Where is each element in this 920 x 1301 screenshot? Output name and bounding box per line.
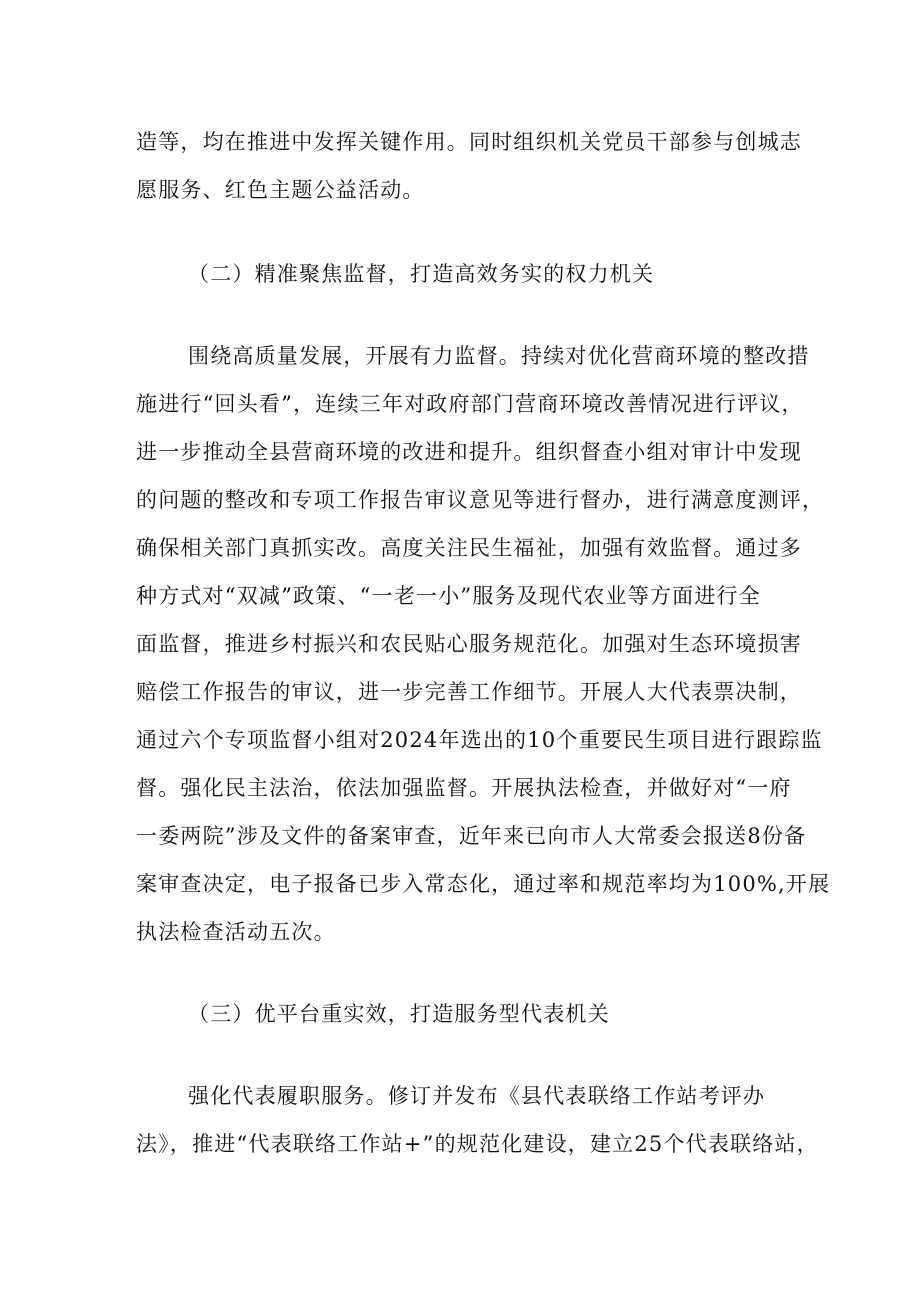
paragraph-3-line-1: 强化代表履职服务。修订并发布《县代表联络工作站考评办 [188,1084,766,1108]
paragraph-2-line-6: 种方式对“双减”政策、“一老一小”服务及现代农业等方面进行全 [136,584,761,608]
paragraph-2-line-9: 通过六个专项监督小组对2024年选出的10个重要民生项目进行跟踪监 [136,728,823,752]
paragraph-2-line-11: 一委两院”涉及文件的备案审查，近年来已向市人大常委会报送8份备 [136,824,807,848]
section-heading-2: （二）精准聚焦监督，打造高效务实的权力机关 [188,262,655,286]
paragraph-3-line-2: 法》，推进“代表联络工作站+”的规范化建设，建立25个代表联络站， [136,1132,819,1156]
paragraph-2-line-13: 执法检查活动五次。 [136,920,336,944]
paragraph-2-line-2: 施进行“回头看”，连续三年对政府部门营商环境改善情况进行评议， [136,392,804,416]
paragraph-2-line-7: 面监督，推进乡村振兴和农民贴心服务规范化。加强对生态环境损害 [136,632,802,656]
paragraph-2-line-8: 赔偿工作报告的审议，进一步完善工作细节。开展人大代表票决制， [136,680,802,704]
paragraph-2-line-1: 围绕高质量发展，开展有力监督。持续对优化营商环境的整改措 [188,344,810,368]
paragraph-1-line-2: 愿服务、红色主题公益活动。 [136,178,425,202]
paragraph-2-line-12: 案审查决定，电子报备已步入常态化，通过率和规范率均为100%,开展 [136,872,831,896]
paragraph-2-line-3: 进一步推动全县营商环境的改进和提升。组织督查小组对审计中发现 [136,440,802,464]
paragraph-2-line-10: 督。强化民主法治，依法加强监督。开展执法检查，并做好对“一府 [136,776,792,800]
paragraph-1-line-1: 造等，均在推进中发挥关键作用。同时组织机关党员干部参与创城志 [136,130,802,154]
section-heading-3: （三）优平台重实效，打造服务型代表机关 [188,1002,610,1026]
paragraph-2-line-4: 的问题的整改和专项工作报告审议意见等进行督办，进行满意度测评， [136,488,825,512]
paragraph-2-line-5: 确保相关部门真抓实改。高度关注民生福祉，加强有效监督。通过多 [136,536,802,560]
